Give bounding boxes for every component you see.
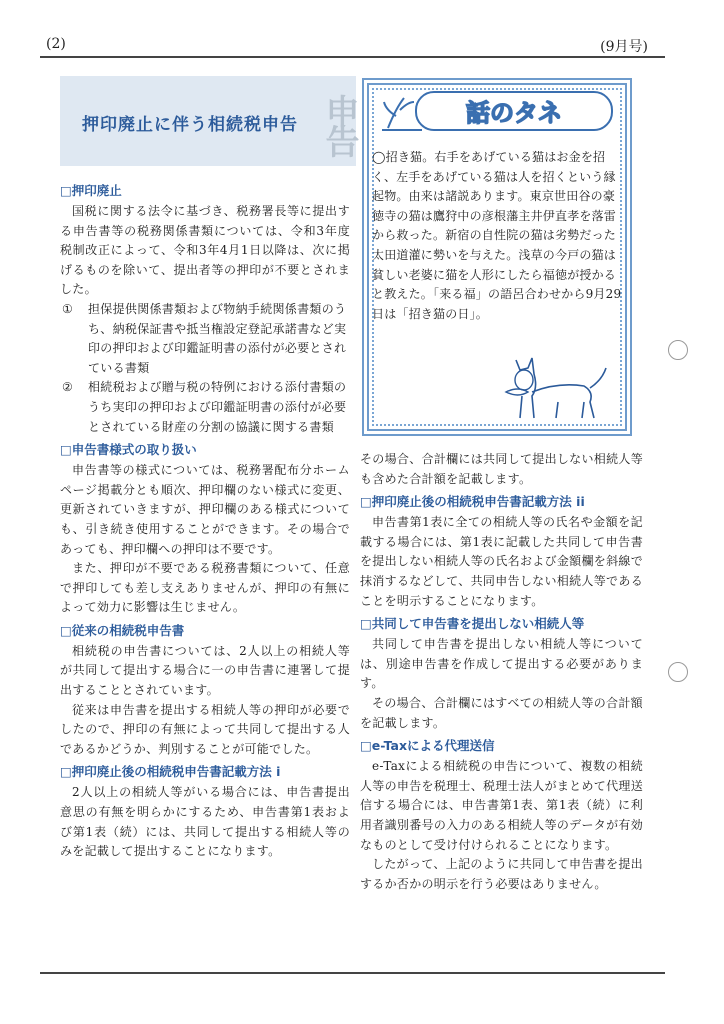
paragraph: 国税に関する法令に基づき、税務署長等に提出する申告書等の税務関係書類については、令和3年度税制改正によって、令和3年4月1日以降は、次に掲げるものを除いて、提出者等の押印が不要とされました。 [60, 204, 350, 297]
item-text: 担保提供関係書類および物納手続関係書類のうち、納税保証書や抵当権設定登記承諾書など実印の押印および印鑑証明書の添付が必要とされている書類 [88, 301, 347, 375]
paragraph: また、押印が不要である税務書類について、任意で押印しても差し支えありませんが、押印の有無によって効力に影響は生じません。 [60, 561, 350, 615]
title-band-decoration: 申告 [319, 94, 359, 154]
article-title: 押印廃止に伴う相続税申告 [82, 115, 298, 135]
paragraph: 申告書第1表に全ての相続人等の氏名や金額を記載する場合には、第1表に記載した共同して申告書を提出しない相続人等の氏名および金額欄を斜線で抹消するなどして、共同申告しない相続人等であることを明示することになります。 [360, 515, 643, 608]
section-heading: □共同して申告書を提出しない相続人等 [360, 616, 585, 632]
section-heading: □押印廃止後の相続税申告書記載方法 ii [360, 494, 585, 510]
page-number: (2) [46, 36, 66, 52]
section-method-ii [360, 492, 643, 611]
section-oin-haishi [60, 181, 350, 437]
column-banner [382, 88, 614, 134]
paragraph: e-Taxによる相続税の申告について、複数の相続人等の申告を税理士、税理士法人がまとめて代理送信する場合には、申告書第1表、第1表（続）に利用者識別番号の入力のある相続人等のデータが有効なものとして受け付けられることになります。 [360, 759, 643, 852]
section-heading: □押印廃止後の相続税申告書記載方法 i [60, 764, 281, 780]
paragraph: 従来は申告書を提出する相続人等の押印が必要でしたので、押印の有無によって共同して提出する人であるかどうか、判別することが可能でした。 [60, 702, 350, 756]
section-method-i [60, 762, 350, 861]
issue-month: (9月号) [600, 39, 648, 55]
maneki-neko-illustration [498, 352, 608, 422]
section-heading: □申告書様式の取り扱い [60, 442, 197, 458]
item-number: ② [62, 380, 74, 395]
bottom-rule [40, 972, 665, 974]
item-text: 相続税および贈与税の特例における添付書類のうち実印の押印および印鑑証明書の添付が必要とされている財産の分割の協議に関する書類 [88, 380, 347, 434]
column-text: ◯招き猫。右手をあげている猫はお金を招く、左手をあげている猫は人を招くという縁起物。由来は諸説あります。東京世田谷の豪徳寺の猫は鷹狩中の彦根藩主井伊直孝を落雷から救った。新宿の自性院の猫は劣勢だった太田道灌に勢いを与えた。浅草の今戸の猫は貧しい老婆に猫を人形にしたら福徳が授かると教えた。「来る福」の語呂合わせから9月29日は「招き猫の日」。 [372, 150, 622, 321]
paragraph: 申告書等の様式については、税務署配布分ホームページ掲載分とも順次、押印欄のない様式に変更、更新されていきますが、押印欄のある様式についても、引き続き使用することができます。その場合であっても、押印欄への押印は不要です。 [60, 463, 350, 556]
top-rule [40, 56, 665, 58]
list-item [62, 300, 350, 378]
column-banner-title: 話のタネ [466, 99, 562, 127]
section-etax [360, 736, 643, 894]
section-non-joint [360, 614, 643, 733]
binder-hole [668, 662, 688, 682]
paragraph: 相続税の申告書については、2人以上の相続人等が共同して提出する場合に一の申告書に連署して提出することとされています。 [60, 643, 350, 698]
section-heading: □押印廃止 [60, 183, 122, 198]
section-form-handling [60, 440, 350, 618]
section-heading: □従来の相続税申告書 [60, 622, 185, 638]
paragraph: したがって、上記のように共同して申告書を提出するか否かの明示を行う必要はありません。 [360, 857, 643, 891]
paragraph: 共同して申告書を提出しない相続人等については、別途申告書を作成して提出する必要があります。 [360, 637, 643, 691]
right-column [360, 450, 643, 894]
paragraph: その場合、合計欄にはすべての相続人等の合計額を記載します。 [360, 695, 643, 730]
section-old-return [60, 621, 350, 760]
list-item [62, 378, 350, 437]
left-column [60, 178, 350, 862]
continued-paragraph: その場合、合計欄には共同して提出しない相続人等も含めた合計額を記載します。 [360, 452, 643, 486]
paragraph: 2人以上の相続人等がいる場合には、申告書提出意思の有無を明らかにするため、申告書第1表および第1表（続）には、共同して提出する相続人等のみを記載して提出することになります。 [60, 785, 350, 859]
item-number: ① [62, 301, 74, 316]
section-heading: □e-Taxによる代理送信 [360, 738, 495, 754]
binder-hole [668, 340, 688, 360]
